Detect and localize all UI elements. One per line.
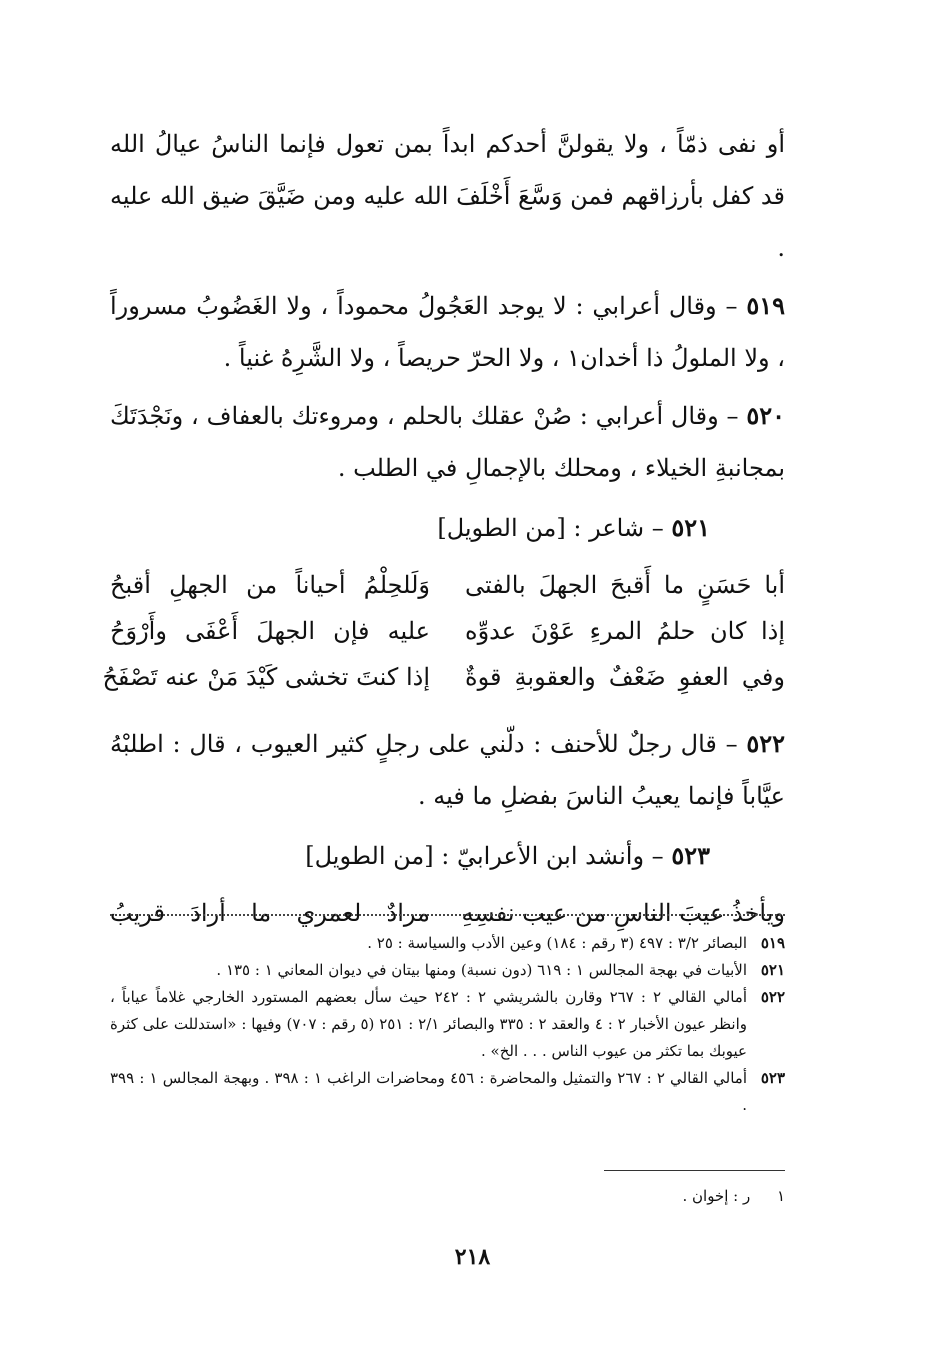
notes-divider: [110, 914, 785, 916]
page-number: ٢١٨: [454, 1244, 491, 1270]
entry-text: – شاعر : [من الطويل]: [437, 514, 664, 542]
footnote: [682, 1184, 785, 1208]
entry-number: ٥١٩: [746, 291, 785, 320]
verse-first-hemistich: وفي العفوِ ضَعْفٌ والعقوبةِ قوةٌ: [465, 663, 785, 691]
source-notes: [110, 930, 785, 1119]
note-number: ٥٢١: [760, 961, 785, 979]
note-text: الأبيات في بهجة المجالس ١ : ٦١٩ (دون نسبة) ومنها بيتان في ديوان المعاني ١ : ١٣٥ .: [216, 961, 747, 979]
footnote-divider: [604, 1170, 785, 1171]
verse-second-hemistich: إذا كنتَ تخشى كَيْدَ مَنْ عنه تَصْفَحُ: [102, 663, 430, 691]
entry-520: [110, 390, 785, 494]
entry-number: ٥٢٣: [671, 841, 710, 870]
entry-523: [110, 830, 785, 882]
main-text: [102, 118, 785, 954]
note-number: ٥٢٣: [760, 1069, 785, 1087]
entry-text: – وقال أعرابي : لا يوجد العَجُولُ محموداً ، ولا الغَضُوبُ مسروراً ، ولا الملولُ ذا أخدان١ ، ولا الحرّ حريصاً ، ولا الشَّرِهُ غنياً .: [110, 292, 785, 372]
entry-text: – قال رجلٌ للأحنف : دلّني على رجلٍ كثير العيوب ، قال : اطلبْهُ عيَّاباً فإنما يعيبُ الناسَ بفضلِ ما فيه .: [110, 730, 785, 810]
verse-first-hemistich: إذا كان حلمُ المرءِ عَوْنَ عدوِّه: [465, 617, 785, 645]
verse-second-hemistich: عليه فإن الجهلَ أَعْفَى وأَرْوَحُ: [110, 617, 430, 645]
verse-first-hemistich: ويأخذُ عيبَ الناسِ من عيب نفسِهِ: [461, 899, 785, 927]
entry-519: [110, 280, 785, 384]
entry-521: [110, 502, 785, 554]
footnote-text: ر : إخوان .: [682, 1187, 751, 1205]
note-item: [110, 930, 785, 957]
entry-number: ٥٢١: [671, 513, 710, 542]
footnote-number: ١: [776, 1187, 785, 1205]
entry-number: ٥٢٢: [746, 729, 785, 758]
verse-line: [110, 608, 785, 654]
note-number: ٥١٩: [760, 934, 785, 952]
note-item: [110, 984, 785, 1065]
verse-line: [110, 562, 785, 608]
poem-521: [102, 562, 785, 700]
verse-line: [102, 654, 785, 700]
entry-text: – وقال أعرابي : صُنْ عقلك بالحلم ، ومروءتك بالعفاف ، ونَجْدَتَكَ بمجانبةِ الخيلاء ، ومحلك بالإجمالِ في الطلب .: [110, 402, 785, 482]
paragraph-continuation: أو نفى ذمّاً ، ولا يقولنَّ أحدكم ابداً بمن تعول فإنما الناسُ عيالُ الله قد كفل بأرزاقهم فمن وَسَّعَ أَخْلَفَ الله عليه ومن ضَيَّقَ ضيق الله عليه .: [110, 130, 785, 262]
verse-second-hemistich: مرادٌ لعمري ما أرادَ قريبُ: [110, 899, 430, 927]
entry-number: ٥٢٠: [746, 401, 785, 430]
entry-522: [110, 718, 785, 822]
verse-first-hemistich: أبا حَسَنٍ ما أَقبحَ الجهلَ بالفتى: [465, 571, 785, 599]
verse-second-hemistich: وَلَلحِلْمُ أحياناً من الجهلِ أقبحُ: [110, 571, 430, 599]
note-text: البصائر ٣/٢ : ٤٩٧ (٣ رقم : ١٨٤) وعين الأدب والسياسة : ٢٥ .: [367, 934, 747, 952]
note-number: ٥٢٢: [760, 988, 785, 1006]
note-item: [110, 1065, 785, 1119]
note-item: [110, 957, 785, 984]
note-text: أمالي القالي ٢ : ٢٦٧ والتمثيل والمحاضرة : ٤٥٦ ومحاضرات الراغب ١ : ٣٩٨ . وبهجة المجالس ١ : ٣٩٩ .: [110, 1069, 748, 1114]
entry-text: – وأنشد ابن الأعرابيّ : [من الطويل]: [305, 842, 664, 870]
note-text: أمالي القالي ٢ : ٢٦٧ وقارن بالشريشي ٢ : ٢٤٢ حيث سأل بعضهم المستورد الخارجي غلاماً عياباً ، وانظر عيون الأخبار ٢ : ٤ والعقد ٢ : ٣٣٥ والبصائر ٢/١ : ٢٥١ (٥ رقم : ٧٠٧) وفيها : «استدللت على كثرة عيوبك بما تكثر من عيوب الناس . . . الخ» .: [110, 988, 747, 1060]
